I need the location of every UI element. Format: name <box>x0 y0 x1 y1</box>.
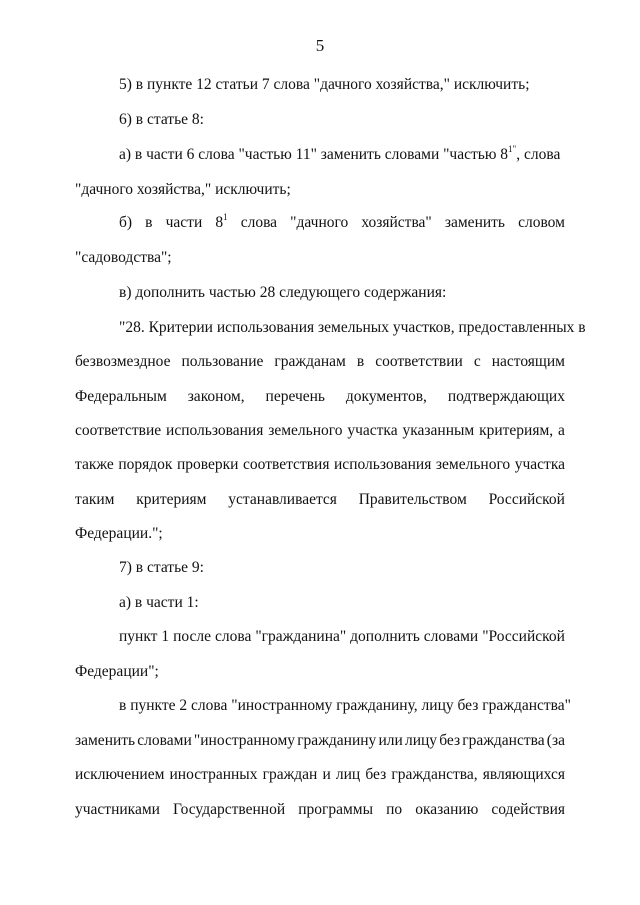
word: лиц <box>335 766 361 783</box>
word: земельного <box>268 422 343 439</box>
text-line: "28. Критерии использования земельных участков, предоставленных в <box>119 319 586 336</box>
text-line <box>75 765 565 785</box>
word: пункт <box>119 628 158 645</box>
word: иностранных <box>169 766 258 783</box>
text-line <box>119 213 565 233</box>
word: таким <box>75 491 115 508</box>
word: словами <box>137 732 192 749</box>
word: соответствия <box>243 456 330 473</box>
word: "Российской <box>482 628 565 645</box>
word: участка <box>514 456 565 473</box>
word: в <box>356 353 365 370</box>
word <box>215 213 227 233</box>
word: "дачного <box>290 214 349 231</box>
word: в <box>145 214 153 231</box>
word: безвозмездное <box>75 353 171 370</box>
text-line: 6) в статье 8: <box>119 111 204 128</box>
word: слова <box>215 628 252 645</box>
word: без <box>365 766 387 783</box>
word: после <box>173 628 212 645</box>
word: соответствие <box>75 422 162 439</box>
word-text: 8 <box>215 214 224 231</box>
text-line: в пункте 2 слова "иностранному гражданину, лицу без гражданства" <box>119 697 571 714</box>
word: гражданства, <box>391 766 478 783</box>
text-line <box>75 800 565 820</box>
text-line <box>75 731 565 751</box>
word: Федеральным <box>75 388 167 405</box>
text-line: "садоводства"; <box>75 249 172 266</box>
word: "иностранному <box>193 732 296 749</box>
text-line: Федерации"; <box>75 663 159 680</box>
word: участка <box>347 422 398 439</box>
word: перечень <box>265 388 325 405</box>
word: дополнить <box>350 628 420 645</box>
text-line: "дачного хозяйства," исключить; <box>75 181 291 198</box>
word: критериям <box>136 491 207 508</box>
word: гражданства <box>462 732 545 749</box>
word: (за <box>546 732 565 749</box>
word: соответствии <box>375 353 463 370</box>
page-number: 5 <box>315 36 325 55</box>
text-line <box>75 455 565 475</box>
word: слова <box>240 214 278 231</box>
word: "гражданина" <box>255 628 347 645</box>
word: по <box>386 801 403 818</box>
word: указанным <box>402 422 475 439</box>
word: являющихся <box>482 766 565 783</box>
text-line: а) в части 1: <box>119 594 199 611</box>
text-line <box>75 421 565 441</box>
word: и <box>322 766 331 783</box>
word: устанавливается <box>228 491 337 508</box>
word: хозяйства" <box>361 214 432 231</box>
word: граждан <box>262 766 318 783</box>
word: заменить <box>75 732 136 749</box>
word: содействия <box>491 801 565 818</box>
text-line <box>119 145 565 165</box>
text-line: 7) в статье 9: <box>119 559 204 576</box>
word: гражданам <box>274 353 346 370</box>
superscript: 1 <box>223 212 228 222</box>
word: лицу <box>404 732 438 749</box>
text-line <box>119 627 565 647</box>
word: документов, <box>345 388 427 405</box>
text-fragment: , слова <box>516 146 561 163</box>
text-line <box>75 490 565 510</box>
word: без <box>439 732 461 749</box>
word: исключением <box>75 766 165 783</box>
word: а <box>558 422 565 439</box>
word: пользование <box>181 353 264 370</box>
word: использования <box>334 456 432 473</box>
word: также <box>75 456 114 473</box>
word: Российской <box>488 491 565 508</box>
text-fragment: а) в части 6 слова "частью 11" заменить словами "частью 8 <box>119 146 509 163</box>
word: порядок <box>118 456 173 473</box>
word: использования <box>166 422 264 439</box>
text-line: Федерации."; <box>75 525 163 542</box>
word: словом <box>518 214 565 231</box>
text-line: в) дополнить частью 28 следующего содержания: <box>119 284 447 301</box>
word: гражданину <box>297 732 377 749</box>
word: проверки <box>176 456 239 473</box>
word: части <box>165 214 203 231</box>
word: оказанию <box>415 801 479 818</box>
word: или <box>378 732 403 749</box>
word: критериям, <box>479 422 554 439</box>
superscript: 1" <box>508 144 517 154</box>
word: настоящим <box>491 353 565 370</box>
word: участниками <box>75 801 160 818</box>
word: Правительством <box>358 491 467 508</box>
word: программы <box>298 801 374 818</box>
word: подтверждающих <box>447 388 565 405</box>
word: земельного <box>435 456 511 473</box>
word: 1 <box>161 628 170 645</box>
text-line: 5) в пункте 12 статьи 7 слова "дачного хозяйства," исключить; <box>119 76 530 93</box>
word: заменить <box>444 214 505 231</box>
word: б) <box>119 214 133 231</box>
text-line <box>75 352 565 372</box>
word: Государственной <box>173 801 286 818</box>
text-line <box>75 387 565 407</box>
word: законом, <box>187 388 245 405</box>
word: с <box>473 353 481 370</box>
word: словами <box>423 628 479 645</box>
